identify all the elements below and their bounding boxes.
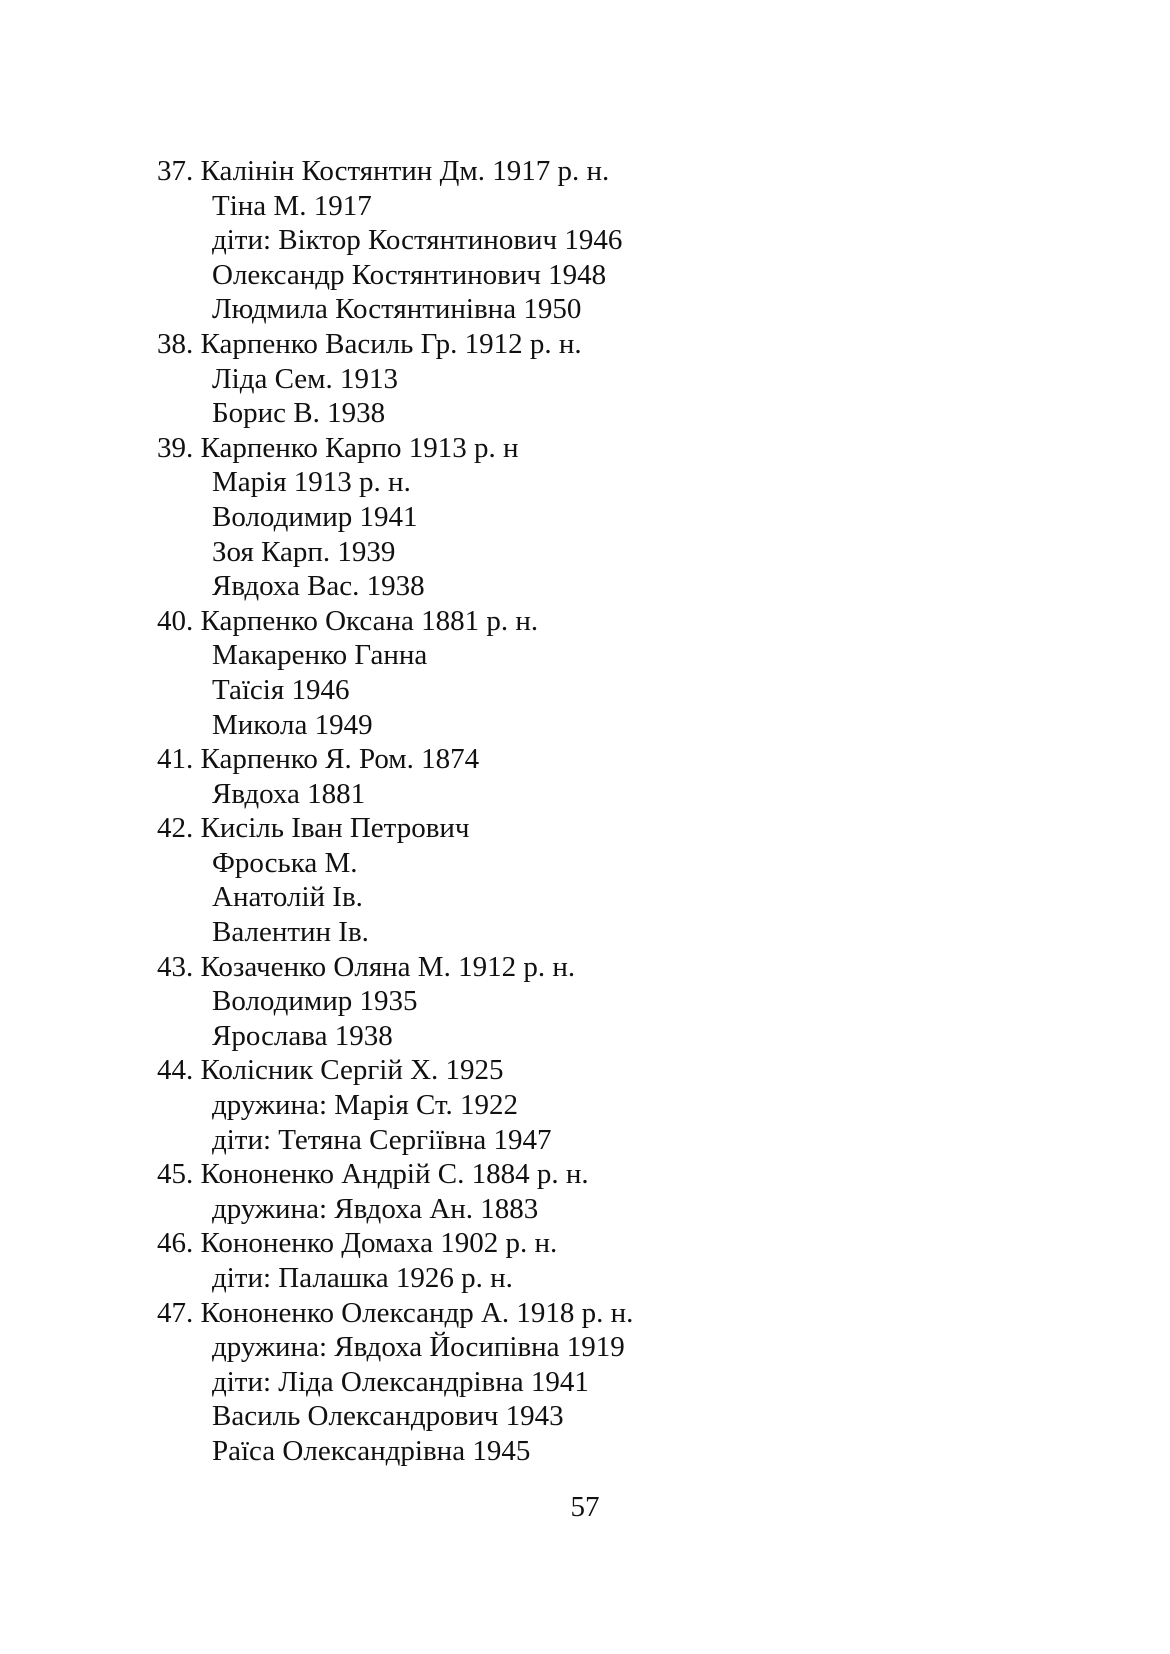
entry-heading: 44. Колісник Сергій Х. 1925: [157, 1054, 504, 1087]
entry-member: діти: Віктор Костянтинович 1946: [212, 224, 623, 257]
entry-member: Василь Олександрович 1943: [212, 1400, 564, 1433]
entry-heading: 42. Кисіль Іван Петрович: [157, 812, 470, 845]
entry-member: Макаренко Ганна: [212, 639, 428, 672]
entry-heading: 41. Карпенко Я. Ром. 1874: [157, 743, 480, 776]
entry-member: діти: Палашка 1926 р. н.: [212, 1262, 513, 1294]
entry-heading: 37. Калінін Костянтин Дм. 1917 р. н.: [157, 155, 610, 187]
list-item: [157, 1053, 633, 1157]
list-item: [157, 1157, 633, 1226]
list-item: [157, 327, 633, 431]
entry-member: Ліда Сем. 1913: [212, 362, 399, 395]
entry-heading: 39. Карпенко Карпо 1913 р. н: [157, 431, 519, 464]
entry-member: Володимир 1935: [212, 985, 418, 1018]
list-item: [157, 1226, 633, 1295]
entry-member: Борис В. 1938: [212, 397, 386, 430]
list-item: [157, 811, 633, 949]
entry-heading: 47. Кононенко Олександр А. 1918 р. н.: [157, 1296, 634, 1329]
list-item: [157, 742, 633, 811]
entry-member: діти: Ліда Олександрівна 1941: [212, 1365, 589, 1398]
page-number: 57: [570, 1491, 600, 1523]
list-item: [157, 950, 633, 1054]
entry-heading: 38. Карпенко Василь Гр. 1912 р. н.: [157, 327, 582, 360]
entry-member: Марія 1913 р. н.: [212, 466, 411, 499]
entry-member: Володимир 1941: [212, 500, 418, 533]
entry-member: Валентин Ів.: [212, 916, 369, 949]
entry-heading: 40. Карпенко Оксана 1881 р. н.: [157, 604, 539, 637]
list-item: [157, 154, 633, 327]
entry-heading: 45. Кононенко Андрій С. 1884 р. н.: [157, 1158, 589, 1191]
entry-member: Тіна М. 1917: [212, 189, 372, 222]
entry-member: Явдоха 1881: [212, 777, 366, 810]
entry-member: Таїсія 1946: [212, 673, 350, 706]
entry-member: Явдоха Вас. 1938: [212, 570, 425, 603]
entry-member: дружина: Марія Ст. 1922: [212, 1089, 519, 1122]
entry-member: Раїса Олександрівна 1945: [212, 1434, 531, 1467]
list-item: [157, 431, 633, 604]
entry-member: дружина: Явдоха Йосипівна 1919: [212, 1331, 625, 1364]
list-item: [157, 604, 633, 742]
entry-heading: 43. Козаченко Оляна М. 1912 р. н.: [157, 950, 576, 983]
entry-member: Олександр Костянтинович 1948: [212, 258, 607, 291]
list-item: [157, 1296, 633, 1469]
entry-member: Зоя Карп. 1939: [212, 535, 396, 568]
entry-member: дружина: Явдоха Ан. 1883: [212, 1192, 539, 1225]
entry-member: Фроська М.: [212, 846, 358, 879]
entry-member: Людмила Костянтинівна 1950: [212, 293, 582, 326]
entry-member: діти: Тетяна Сергіївна 1947: [212, 1123, 552, 1156]
entry-heading: 46. Кононенко Домаха 1902 р. н.: [157, 1227, 558, 1260]
entry-member: Микола 1949: [212, 708, 373, 741]
entry-member: Анатолій Ів.: [212, 881, 363, 914]
family-register-list: [157, 154, 633, 1469]
entry-member: Ярослава 1938: [212, 1019, 393, 1052]
